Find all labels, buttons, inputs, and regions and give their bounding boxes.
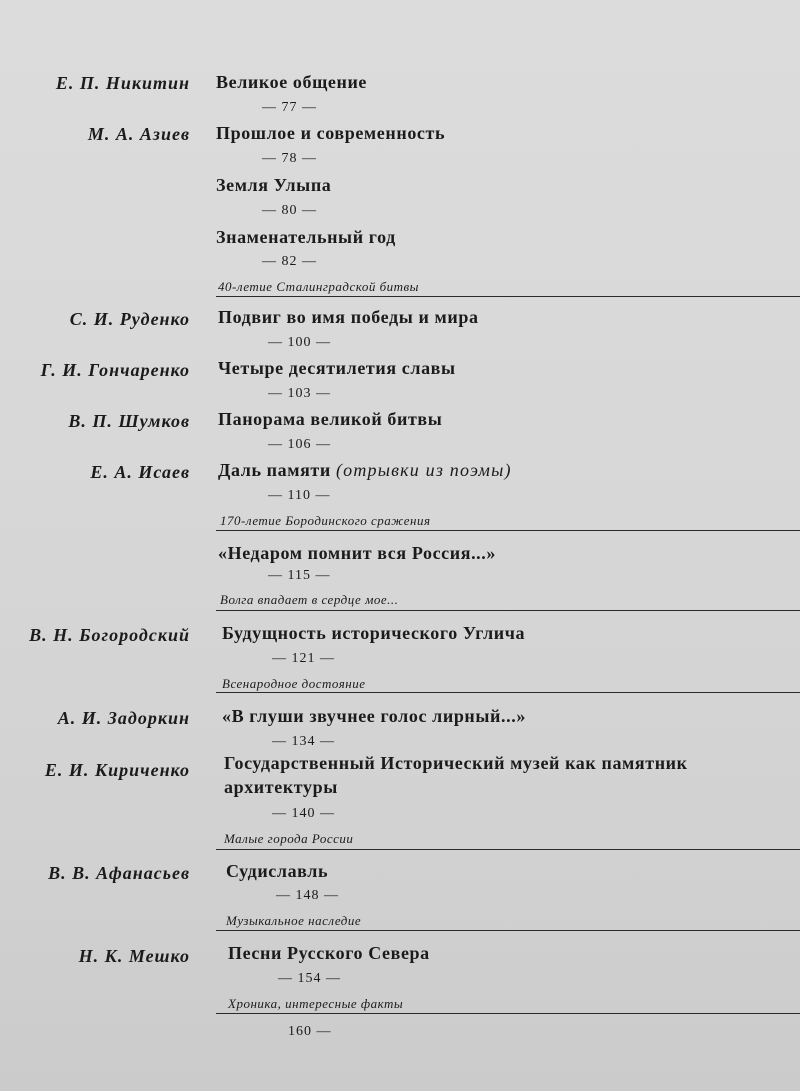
entry-author: В. П. Шумков [68,411,190,431]
entry-author: Г. И. Гончаренко [40,360,190,380]
entry-title: Земля Улыпа [216,175,332,195]
entry-page: — 148 — [276,888,339,903]
section-rule [216,610,800,611]
section-heading: Хроника, интересные факты [228,996,404,1011]
section-heading: 170-летие Бородинского сражения [220,513,431,528]
entry-page: — 106 — [268,437,331,452]
section-heading: Музыкальное наследие [226,913,362,928]
entry-title: Песни Русского Севера [228,943,430,963]
entry-page: — 103 — [268,386,331,401]
entry-author: Е. А. Исаев [90,462,190,482]
entry-page: — 134 — [272,734,335,749]
entry-page: — 100 — [268,335,331,350]
section-rule [216,530,800,531]
entry-title: Государственный Исторический музей как памятник [224,753,688,773]
section-heading: Малые города России [224,831,354,846]
entry-title: «В глуши звучнее голос лирный...» [222,706,526,726]
section-rule [216,692,800,693]
entry-title: Панорама великой битвы [218,409,443,429]
entry-title: Судиславль [226,861,329,881]
entry-title: Знаменательный год [216,227,396,247]
section-rule [216,296,800,297]
entry-author: А. И. Задоркин [57,708,190,728]
entry-page: — 110 — [268,488,331,503]
entry-author: В. В. Афанасьев [48,863,190,883]
entry-title: Четыре десятилетия славы [218,358,456,378]
entry-title-note: (отрывки из поэмы) [335,460,512,480]
entry-title-text: Даль памяти [218,460,331,480]
entry-author: Е. И. Кириченко [44,760,190,780]
section-heading: 40-летие Сталинградской битвы [218,279,419,294]
entry-title: Прошлое и современность [216,123,446,143]
entry-title: Будущность исторического Углича [222,623,526,643]
entry-page: — 140 — [272,806,335,821]
entry-page: — 154 — [278,971,341,986]
entry-title-line2: архитектуры [224,777,338,797]
section-heading: Всенародное достояние [222,676,366,691]
entry-author: Е. П. Никитин [55,73,190,93]
entry-author: Н. К. Мешко [78,946,190,966]
section-rule [216,1013,800,1014]
entry-page: — 115 — [268,568,331,583]
entry-title: Подвиг во имя победы и мира [218,307,479,327]
entry-title: «Недаром помнит вся Россия...» [218,543,496,563]
entry-author: М. А. Азиев [87,124,190,144]
entry-title [218,459,512,481]
entry-page: — 121 — [272,651,335,666]
entry-page: — 80 — [262,203,317,218]
entry-title: Великое общение [216,72,368,92]
entry-page: 160 — [288,1024,332,1039]
entry-page: — 78 — [262,151,317,166]
section-rule [216,849,800,850]
entry-page: — 77 — [262,100,317,115]
section-heading: Волга впадает в сердце мое... [220,592,399,607]
entry-author: С. И. Руденко [69,309,190,329]
section-rule [216,930,800,931]
entry-page: — 82 — [262,254,317,269]
entry-author: В. Н. Богородский [29,625,190,645]
